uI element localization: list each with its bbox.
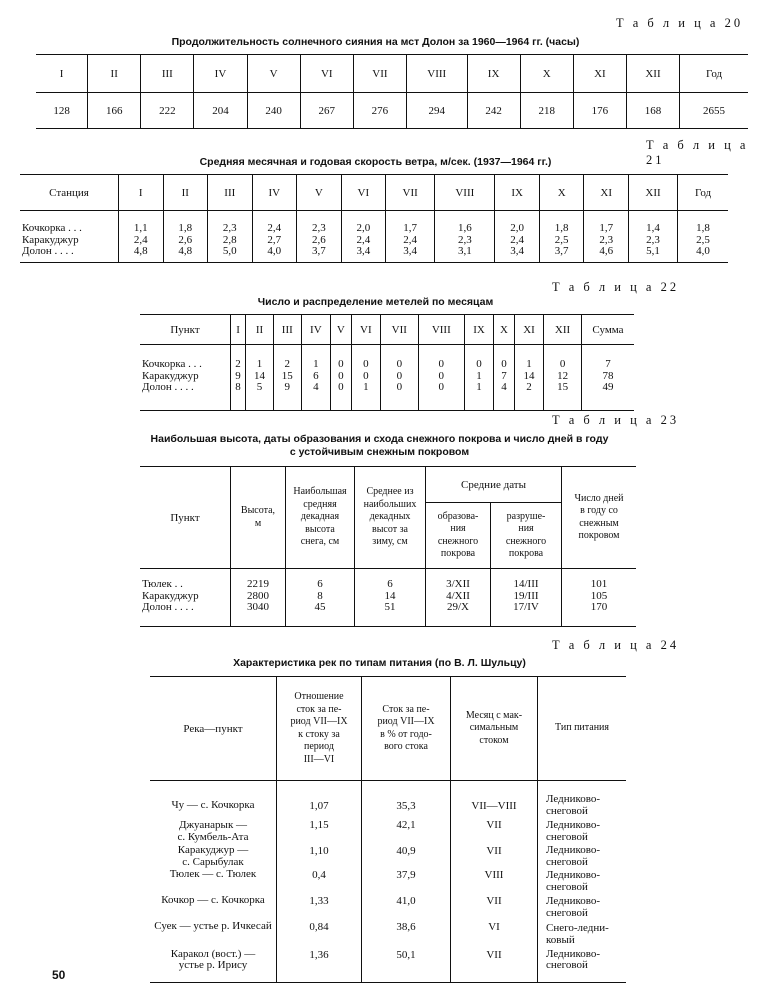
river-cell: Суек — устье р. Ичкесай <box>154 919 272 932</box>
month-cell: VII <box>451 949 538 983</box>
table20-value-row <box>36 93 748 129</box>
table20-header-row <box>36 55 748 93</box>
value-cell: 128 <box>53 104 70 117</box>
type-cell: Ледниково- снеговой <box>538 949 627 983</box>
table22-header-row <box>140 315 634 345</box>
header-cell: I <box>231 315 246 345</box>
header-cell: X <box>494 315 515 345</box>
value-cell: 1,4 2,3 5,1 <box>628 211 677 263</box>
header-max-month: Месяц с мак- симальным стоком <box>451 677 538 781</box>
value-cell: 0 0 0 <box>330 345 351 411</box>
table23 <box>140 466 636 627</box>
value-cell: 166 <box>88 93 141 129</box>
share-cell: 50,1 <box>362 949 451 983</box>
sum-cell: 7 78 49 <box>582 345 635 411</box>
share-cell: 41,0 <box>362 895 451 921</box>
value-cell: 0 0 1 <box>351 345 380 411</box>
header-cell: IV <box>301 315 330 345</box>
value-cell: 2 15 9 <box>273 345 301 411</box>
month-cell: VII <box>451 845 538 869</box>
formation-dates: 3/XII 4/XII 29/X <box>426 569 491 627</box>
value-cell: 1,1 2,4 4,8 <box>119 211 164 263</box>
table24-label: Т а б л и ц а 24 <box>552 638 680 652</box>
type-cell: Ледниково- снеговой <box>538 895 627 921</box>
table-row <box>150 819 626 845</box>
header-cell: V <box>247 55 300 93</box>
header-mean-dates: Средние даты <box>426 467 562 503</box>
table22-label: Т а б л и ц а 22 <box>552 280 680 294</box>
header-cell: V <box>297 175 342 211</box>
header-point: Пункт <box>140 467 231 569</box>
month-cell: VI <box>451 921 538 949</box>
spacer-cell <box>277 781 362 793</box>
max-height-values: 6 8 45 <box>286 569 355 627</box>
value-cell: 2,3 2,6 3,7 <box>297 211 342 263</box>
table21-data-row <box>20 211 728 263</box>
header-cell: IX <box>495 175 540 211</box>
type-cell: Ледниково- снеговой <box>538 793 627 819</box>
table-row <box>150 793 626 819</box>
type-cell: Ледниково- снеговой <box>538 845 627 869</box>
days-values: 101 105 170 <box>562 569 637 627</box>
header-cell: VIII <box>418 315 464 345</box>
header-cell: IV <box>252 175 297 211</box>
type-cell: Снего-ледни- ковый <box>538 921 627 949</box>
table-row <box>150 895 626 921</box>
type-cell: Ледниково- снеговой <box>538 819 627 845</box>
value-cell: 1,8 2,5 3,7 <box>539 211 584 263</box>
month-cell: VII <box>451 895 538 921</box>
value-cell: 1 14 5 <box>246 345 274 411</box>
month-cell: VII <box>451 819 538 845</box>
header-share: Сток за пе- риод VII—IX в % от годо- вого стока <box>362 677 451 781</box>
table20-title: Продолжительность солнечного сияния на мст Долон за 1960—1964 гг. (часы) <box>171 36 580 48</box>
header-cell: IX <box>467 55 520 93</box>
value-cell: 2655 <box>680 93 748 129</box>
river-cell: Каракол (вост.) — устье р. Ирису <box>170 947 256 971</box>
table24-title: Характеристика рек по типам питания (по В. Л. Шульцу) <box>233 657 526 669</box>
value-cell: 204 <box>194 93 247 129</box>
header-cell: II <box>163 175 208 211</box>
value-cell: 242 <box>467 93 520 129</box>
header-height: Высота, м <box>231 467 286 569</box>
ratio-cell: 1,07 <box>277 793 362 819</box>
table-row <box>150 921 626 949</box>
value-cell: 218 <box>520 93 573 129</box>
page-number: 50 <box>52 968 66 982</box>
value-cell: 0 1 1 <box>464 345 493 411</box>
header-cell: I <box>119 175 164 211</box>
share-cell: 35,3 <box>362 793 451 819</box>
header-cell: Год <box>680 55 748 93</box>
table-row <box>150 949 626 983</box>
river-cell: Чу — с. Кочкорка <box>171 798 255 811</box>
spacer-cell <box>451 781 538 793</box>
header-cell: VI <box>300 55 353 93</box>
header-cell: XII <box>626 55 679 93</box>
header-cell: X <box>539 175 584 211</box>
header-cell: XI <box>514 315 543 345</box>
header-cell: VIII <box>406 55 467 93</box>
table-row <box>150 869 626 895</box>
point-names: Тюлек . . Каракуджур Долон . . . . <box>142 578 199 613</box>
month-cell: VII—VIII <box>451 793 538 819</box>
header-cell: VI <box>351 315 380 345</box>
value-cell: 1,7 2,3 4,6 <box>584 211 629 263</box>
value-cell: 0 0 0 <box>380 345 418 411</box>
ratio-cell: 1,33 <box>277 895 362 921</box>
river-cell: Кочкор — с. Кочкорка <box>161 893 265 906</box>
header-cell: VIII <box>435 175 495 211</box>
height-values: 2219 2800 3040 <box>231 569 286 627</box>
mean-height-values: 6 14 51 <box>355 569 426 627</box>
ratio-cell: 1,10 <box>277 845 362 869</box>
value-cell: 2,4 2,7 4,0 <box>252 211 297 263</box>
header-ratio: Отношение сток за пе- риод VII—IX к стоку за период III—VI <box>277 677 362 781</box>
month-cell: VIII <box>451 869 538 895</box>
header-cell: Сумма <box>582 315 635 345</box>
value-cell: 267 <box>300 93 353 129</box>
table23-title: Наибольшая высота, даты образования и схода снежного покрова и число дней в году с устойчивым снежным покровом <box>150 433 609 458</box>
table22 <box>140 314 634 411</box>
value-cell: 276 <box>353 93 406 129</box>
table21 <box>20 174 728 263</box>
header-cell: IX <box>464 315 493 345</box>
table20-label: Т а б л и ц а 20 <box>616 16 744 30</box>
header-cell: VII <box>380 315 418 345</box>
value-cell: 1,8 2,6 4,8 <box>163 211 208 263</box>
table20 <box>36 54 748 129</box>
table23-data-row <box>140 569 636 627</box>
station-names: Кочкорка . . . Каракуджур Долон . . . . <box>22 222 82 257</box>
value-cell: 2,3 2,8 5,0 <box>208 211 253 263</box>
header-destruction: разруше- ния снежного покрова <box>491 503 562 569</box>
river-cell: Тюлек — с. Тюлек <box>169 867 257 880</box>
header-cell: XI <box>573 55 626 93</box>
spacer-cell <box>538 781 627 793</box>
table-row <box>150 845 626 869</box>
table22-title: Число и распределение метелей по месяцам <box>257 296 494 308</box>
header-cell: III <box>141 55 194 93</box>
value-cell: 2,0 2,4 3,4 <box>495 211 540 263</box>
ratio-cell: 1,36 <box>277 949 362 983</box>
header-days: Число дней в году со снежным покровом <box>562 467 637 569</box>
value-cell: 0 0 0 <box>418 345 464 411</box>
ratio-cell: 0,4 <box>277 869 362 895</box>
header-cell: X <box>520 55 573 93</box>
header-cell: XI <box>584 175 629 211</box>
spacer-cell <box>150 781 277 793</box>
header-cell: XII <box>544 315 582 345</box>
value-cell: 2,0 2,4 3,4 <box>341 211 386 263</box>
header-cell: I <box>59 67 64 80</box>
value-cell: 2 9 8 <box>231 345 246 411</box>
header-cell: III <box>208 175 253 211</box>
header-cell: III <box>273 315 301 345</box>
spacer-cell <box>362 781 451 793</box>
header-cell: II <box>246 315 274 345</box>
header-mean-height: Среднее из наибольших декадных высот за зиму, см <box>355 467 426 569</box>
value-cell: 176 <box>573 93 626 129</box>
header-cell: XII <box>628 175 677 211</box>
river-cell: Каракуджур — с. Сарыбулак <box>177 844 249 868</box>
table23-header-row-1 <box>140 467 636 503</box>
value-cell: 168 <box>626 93 679 129</box>
header-cell: VII <box>386 175 435 211</box>
header-max-height: Наибольшая средняя декадная высота снега, см <box>286 467 355 569</box>
table24-spacer-row <box>150 781 626 793</box>
value-cell: 1,7 2,4 3,4 <box>386 211 435 263</box>
type-cell: Ледниково- снеговой <box>538 869 627 895</box>
value-cell: 240 <box>247 93 300 129</box>
destruction-dates: 14/III 19/III 17/IV <box>491 569 562 627</box>
share-cell: 37,9 <box>362 869 451 895</box>
header-cell: IV <box>194 55 247 93</box>
header-cell: Год <box>678 175 728 211</box>
ratio-cell: 0,84 <box>277 921 362 949</box>
header-cell: VI <box>341 175 386 211</box>
share-cell: 42,1 <box>362 819 451 845</box>
header-cell: Пункт <box>170 323 200 336</box>
river-cell: Джуанарык — с. Кумбель-Ата <box>177 819 249 843</box>
header-feed-type: Тип питания <box>538 677 627 781</box>
table23-label: Т а б л и ц а 23 <box>552 413 680 427</box>
value-cell: 0 7 4 <box>494 345 515 411</box>
value-cell: 1,6 2,3 3,1 <box>435 211 495 263</box>
table21-label: Т а б л и ц а 21 <box>646 138 749 167</box>
value-cell: 1 6 4 <box>301 345 330 411</box>
table21-header-row <box>20 175 728 211</box>
header-cell: V <box>330 315 351 345</box>
header-cell: Станция <box>49 186 89 199</box>
value-cell: 0 12 15 <box>544 345 582 411</box>
table24-header-row <box>150 677 626 781</box>
header-river: Река—пункт <box>183 722 243 735</box>
table24 <box>150 676 626 983</box>
value-cell: 222 <box>141 93 194 129</box>
value-cell: 1 14 2 <box>514 345 543 411</box>
share-cell: 38,6 <box>362 921 451 949</box>
table22-data-row <box>140 345 634 411</box>
value-cell: 294 <box>406 93 467 129</box>
header-formation: образова- ния снежного покрова <box>426 503 491 569</box>
point-names: Кочкорка . . . Каракуджур Долон . . . . <box>142 358 202 393</box>
header-cell: II <box>88 55 141 93</box>
value-cell: 1,8 2,5 4,0 <box>678 211 728 263</box>
table21-title: Средняя месячная и годовая скорость ветра, м/сек. (1937—1964 гг.) <box>199 156 552 168</box>
header-cell: VII <box>353 55 406 93</box>
share-cell: 40,9 <box>362 845 451 869</box>
ratio-cell: 1,15 <box>277 819 362 845</box>
